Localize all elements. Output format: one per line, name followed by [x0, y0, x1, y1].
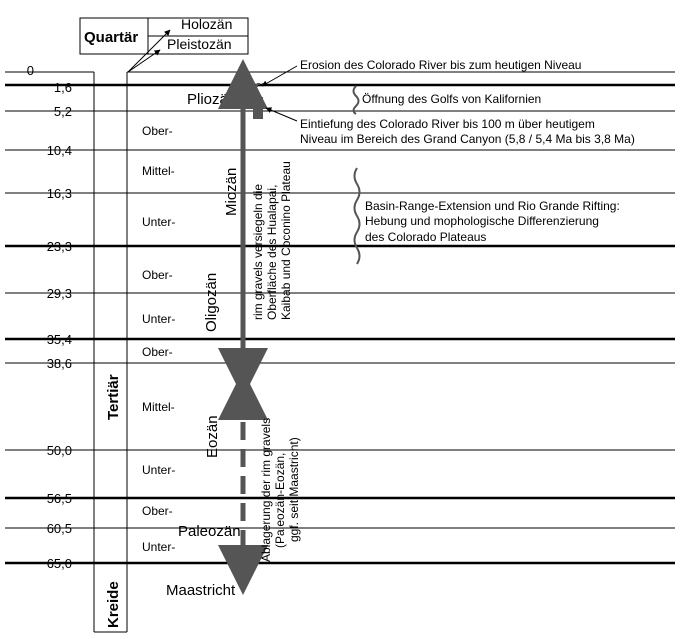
erosion-pointer	[262, 66, 297, 86]
deposit-text-line3: ggf. seit Maastricht)	[287, 437, 301, 542]
age-label: 29,3	[46, 286, 72, 301]
subdivision-label: Mittel-	[142, 164, 175, 178]
age-label: 50,0	[46, 443, 72, 458]
subdivision-label: Mittel-	[142, 400, 175, 414]
epoch-miozaen: Miozän	[223, 167, 240, 216]
wavy-braces	[354, 86, 360, 264]
deposit-text-line2: (Paleozän-Eozän,	[273, 452, 287, 548]
subdivision-label: Unter-	[142, 312, 176, 326]
period-columns	[94, 72, 127, 632]
epoch-maastricht: Maastricht	[166, 582, 236, 599]
erosion-annotation: Erosion des Colorado River bis zum heutigen Niveau	[300, 58, 582, 72]
eintiefung-bar	[253, 97, 263, 119]
rim-gravels-texts	[251, 161, 301, 562]
age-label: 10,4	[46, 143, 72, 158]
holozaen-label: Holozän	[181, 16, 233, 32]
age-label: 16,3	[46, 186, 72, 201]
age-label: 38,6	[46, 356, 72, 371]
seal-text-line2: Oberfläche des Hualapai,	[265, 184, 279, 320]
age-labels	[27, 63, 72, 571]
basin-range-line3: des Colorado Plateaus	[365, 230, 487, 244]
deposit-text-line1: Ablagerung der rim gravels	[259, 417, 273, 562]
basin-range-line1: Basin-Range-Extension und Rio Grande Rifting:	[365, 199, 620, 213]
subdivision-label: Ober-	[142, 504, 173, 518]
subdivision-label: Unter-	[142, 215, 176, 229]
golf-annotation: Öffnung des Golfs von Kalifornien	[362, 92, 542, 106]
subdivision-label: Ober-	[142, 345, 173, 359]
pleistozaen-label: Pleistozän	[167, 36, 232, 52]
seal-text-line1: rim gravels versiegeln die	[251, 183, 265, 320]
eintiefung-annotation-line2: Niveau im Bereich des Grand Canyon (5,8 / 5,4 Ma bis 3,8 Ma)	[300, 132, 635, 146]
epoch-labels	[166, 91, 241, 599]
basin-range-line2: Hebung und mophologische Differenzierung	[365, 214, 599, 228]
eintiefung-pointer	[266, 108, 297, 121]
subdivision-label: Unter-	[142, 540, 176, 554]
eintiefung-annotation-line1: Eintiefung des Colorado River bis 100 m über heutigem	[300, 117, 595, 131]
age-label: 35,4	[46, 332, 72, 347]
age-label: 23,3	[46, 239, 72, 254]
age-label: 0	[26, 63, 34, 78]
age-label: 5,2	[53, 104, 72, 119]
golf-brace	[354, 86, 359, 114]
tertiaer-label: Tertiär	[105, 374, 122, 420]
basin-range-brace	[355, 168, 360, 264]
epoch-eozaen: Eozän	[204, 415, 221, 458]
quartaer-header	[80, 16, 248, 72]
colorado-erosion-marker	[253, 66, 297, 121]
epoch-pliozaen: Pliozän	[187, 91, 237, 108]
epoch-paleozaen: Paleozän	[178, 523, 241, 540]
subdivision-label: Ober-	[142, 124, 173, 138]
subdivision-label: Ober-	[142, 268, 173, 282]
seal-text-line3: Kaibab und Coconino Plateau	[279, 161, 293, 320]
age-label: 65,0	[46, 556, 72, 571]
age-label: 56,5	[46, 491, 72, 506]
quartaer-label: Quartär	[84, 29, 139, 46]
epoch-oligozaen: Oligozän	[203, 272, 220, 332]
age-label: 60,5	[46, 521, 72, 536]
kreide-label: Kreide	[105, 581, 122, 628]
age-label: 1,6	[53, 80, 72, 95]
subdivision-label: Unter-	[142, 463, 176, 477]
